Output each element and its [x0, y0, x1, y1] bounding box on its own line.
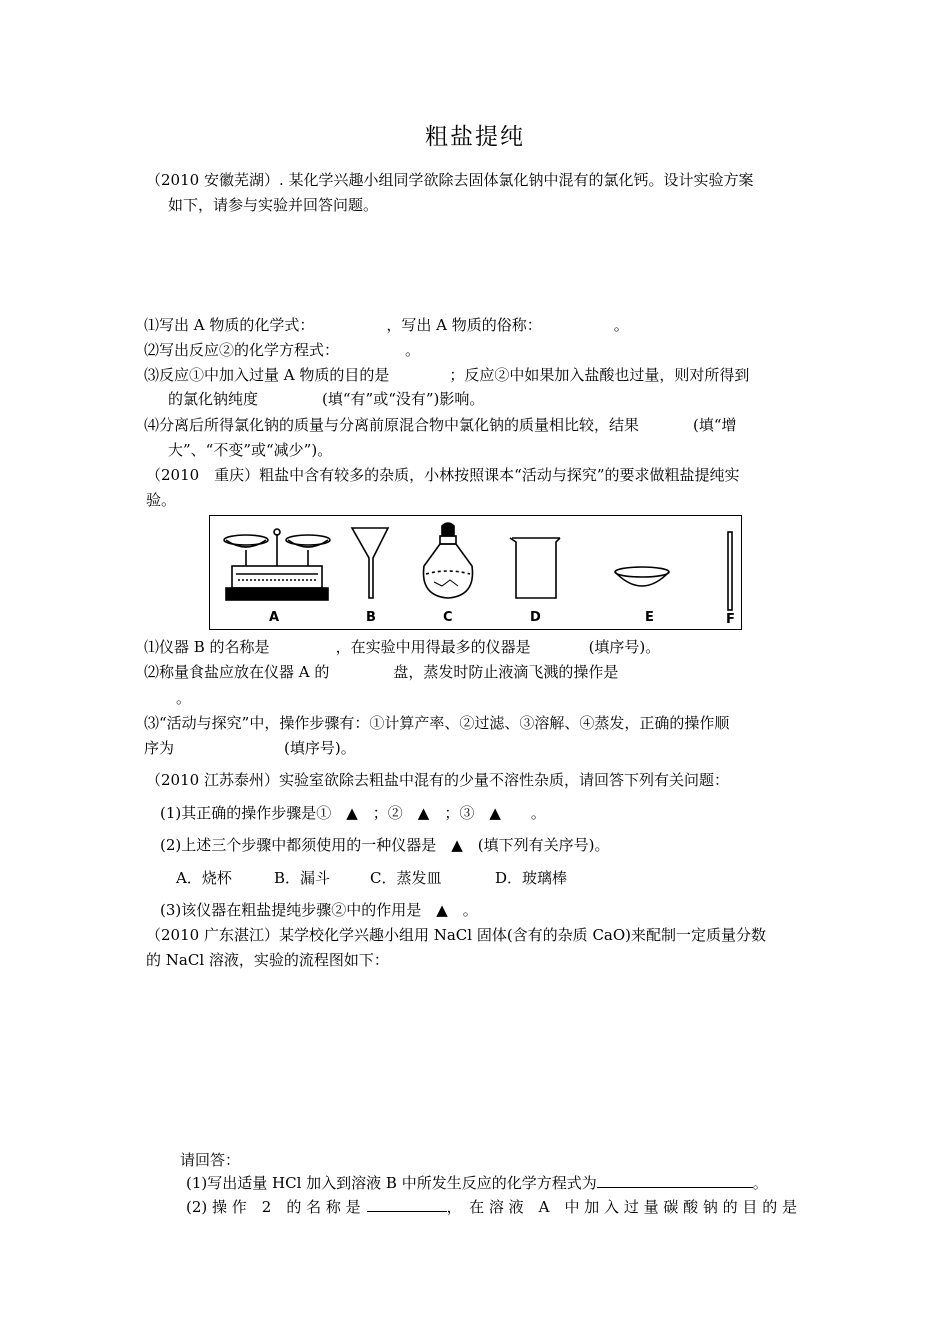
equipment-drawing	[210, 516, 743, 631]
q4-intro-line2: 的 NaCl 溶液，实验的流程图如下：	[146, 951, 389, 969]
q2-part2-cont: 。	[176, 689, 192, 707]
q3-option-b: B．漏斗	[274, 869, 331, 887]
figure-label-f: F	[726, 612, 735, 627]
page-title: 粗盐提纯	[425, 124, 525, 150]
q1-part1-text-b: ，写出 A 物质的俗称：	[386, 316, 542, 334]
q4-part2-text-b: ， 在 溶 液 A 中 加 入 过 量 碳 酸 钠 的 目 的 是	[446, 1198, 797, 1216]
q1-part1-text-a: ⑴写出 A 物质的化学式：	[144, 316, 315, 334]
q2-intro-line2: 验。	[146, 491, 177, 509]
q3-part1: (1)其正确的操作步骤是① ▲ ；② ▲ ；③ ▲ 。	[160, 804, 546, 822]
q1-part4-cont: 大”、“不变”或“减少”)。	[168, 441, 333, 459]
alcohol-lamp-icon	[424, 523, 473, 598]
evaporating-dish-icon	[615, 567, 669, 586]
q4-intro-line1: （2010 广东湛江）某学校化学兴趣小组用 NaCl 固体(含有的杂质 CaO)来配制一定质量分数	[146, 926, 767, 944]
funnel-icon	[352, 528, 388, 598]
q4-part2	[186, 1197, 797, 1217]
q3-option-c: C．蒸发皿	[370, 869, 442, 887]
q2-part3-text-c: (填序号)。	[284, 739, 356, 757]
glass-rod-icon	[728, 532, 732, 610]
q2-part3-line2	[144, 738, 356, 758]
q3-part2: (2)上述三个步骤中都须使用的一种仪器是 ▲ (填下列有关序号)。	[160, 836, 610, 854]
q2-part1	[144, 637, 660, 657]
figure-label-a: A	[269, 610, 280, 625]
q1-part3	[144, 365, 749, 385]
q1-part4-text-b: (填“增	[693, 416, 737, 434]
balance-icon	[224, 529, 330, 600]
q1-part1-text-c: 。	[613, 316, 629, 334]
q1-part3-text-d: (填“有”或“没有”)影响。	[322, 390, 485, 408]
answer-underline[interactable]	[367, 1197, 447, 1212]
q1-part4-text-a: ⑷分离后所得氯化钠的质量与分离前原混合物中氯化钠的质量相比较，结果	[144, 416, 640, 434]
q1-part2-text-a: ⑵写出反应②的化学方程式：	[144, 341, 340, 359]
q4-part2-text-a: (2) 操 作 2 的 名 称 是	[186, 1198, 361, 1216]
q2-part1-text-a: ⑴仪器 B 的名称是	[144, 638, 270, 656]
lab-equipment-figure	[209, 515, 742, 630]
q1-intro-line1: （2010 安徽芜湖）. 某化学兴趣小组同学欲除去固体氯化钠中混有的氯化钙。设计实验方案	[146, 171, 754, 189]
q2-part2-text-b: 盘，蒸发时防止液滴飞溅的操作是	[393, 663, 619, 681]
figure-label-d: D	[530, 610, 541, 625]
q3-intro: （2010 江苏泰州）实验室欲除去粗盐中混有的少量不溶性杂质，请回答下列有关问题：	[146, 771, 729, 789]
q1-part2	[144, 340, 420, 360]
q2-part3-line1: ⑶“活动与探究”中，操作步骤有：①计算产率、②过滤、③溶解、④蒸发，正确的操作顺	[144, 714, 730, 732]
q1-part4	[144, 415, 737, 435]
q3-option-a: A．烧杯	[176, 869, 232, 887]
q2-part3-text-b: 序为	[144, 739, 175, 757]
q1-intro-line2: 如下，请参与实验并回答问题。	[168, 196, 379, 214]
q2-part2-text-a: ⑵称量食盐应放在仪器 A 的	[144, 663, 330, 681]
q4-answer-label: 请回答：	[180, 1151, 241, 1169]
q1-part3-text-a: ⑶反应①中加入过量 A 物质的目的是	[144, 366, 390, 384]
q1-part2-text-b: 。	[405, 341, 421, 359]
q1-part3-cont	[168, 389, 484, 409]
q3-part3: (3)该仪器在粗盐提纯步骤②中的作用是 ▲ 。	[160, 901, 478, 919]
figure-label-b: B	[366, 610, 376, 625]
q3-option-d: D．玻璃棒	[495, 869, 568, 887]
q2-part2	[144, 662, 618, 682]
figure-label-e: E	[645, 610, 654, 625]
figure-label-c: C	[443, 610, 453, 625]
q4-part1	[186, 1173, 768, 1193]
answer-underline[interactable]	[597, 1173, 753, 1188]
q2-intro-line1: （2010 重庆）粗盐中含有较多的杂质，小林按照课本“活动与探究”的要求做粗盐提纯实	[146, 466, 740, 484]
q1-part3-text-b: ；反应②中如果加入盐酸也过量，则对所得到	[449, 366, 750, 384]
q2-part1-text-b: ，在实验中用得最多的仪器是	[335, 638, 531, 656]
q4-part1-text-a: (1)写出适量 HCl 加入到溶液 B 中所发生反应的化学方程式为	[186, 1174, 597, 1192]
beaker-icon	[510, 538, 560, 598]
q1-part1	[144, 315, 629, 335]
q2-part1-text-c: (填序号)。	[588, 638, 661, 656]
q4-part1-text-b: 。	[752, 1174, 768, 1192]
q1-part3-text-c: 的氯化钠纯度	[168, 390, 259, 408]
